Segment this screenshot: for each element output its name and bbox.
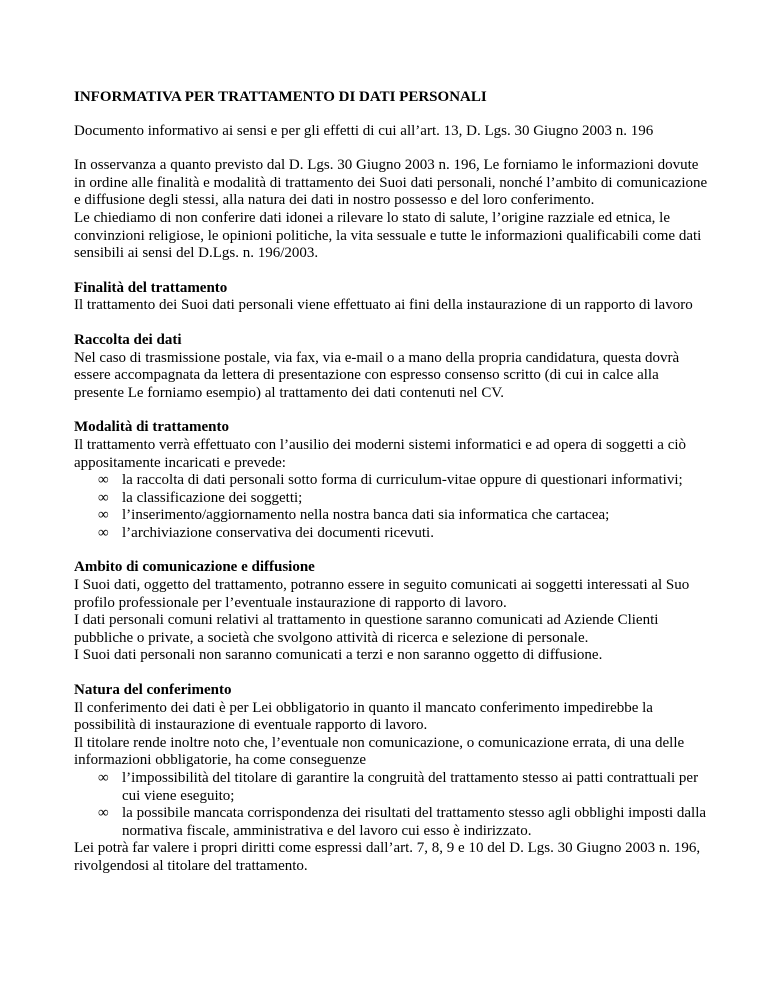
list-item-text: l’archiviazione conservativa dei documenti ricevuti.: [122, 524, 434, 541]
list-item-text: la possibile mancata corrispondenza dei risultati del trattamento stesso agli obblighi imposti dalla normativa fiscale, amministrativa e del lavoro cui esso è indirizzato.: [122, 805, 707, 839]
intro-paragraph: [74, 157, 708, 263]
section-text: [74, 577, 708, 665]
bullet-icon: ∞: [98, 770, 109, 786]
bullet-icon: ∞: [98, 524, 109, 541]
bullet-icon: ∞: [98, 805, 109, 822]
section-heading: Ambito di comunicazione e diffusione: [74, 559, 315, 576]
list-item: [74, 805, 708, 840]
section-finalita: [74, 280, 708, 315]
list-item: [74, 507, 708, 525]
section-text: Il trattamento verrà effettuato con l’ausilio dei moderni sistemi informatici e ad opera di soggetti a ciò appositamente incaricati e prevede:: [74, 436, 687, 471]
intro-line-2: Le chiediamo di non conferire dati idonei a rilevare lo stato di salute, l’origine razziale ed etnica, le convinzioni religiose, le opinioni politiche, la vita sessuale e tutte le informazioni qualificabili come dati sensibili ai sensi del D.Lgs. n. 196/2003.: [74, 209, 702, 262]
section-heading: Natura del conferimento: [74, 682, 232, 699]
ambito-line-3: I Suoi dati personali non saranno comunicati a terzi e non saranno oggetto di diffusione.: [74, 647, 603, 664]
list-item-text: la raccolta di dati personali sotto forma di curriculum-vitae oppure di questionari informativi;: [122, 472, 683, 489]
list-item-text: l’impossibilità del titolare di garantire la congruità del trattamento stesso ai patti contrattuali per cui viene eseguito;: [122, 770, 699, 804]
section-heading: Raccolta dei dati: [74, 331, 182, 348]
bullet-icon: ∞: [98, 507, 109, 524]
modalita-list: [74, 472, 708, 542]
section-raccolta: [74, 332, 708, 402]
list-item: [74, 472, 708, 490]
natura-line-1: Il conferimento dei dati è per Lei obbligatorio in quanto il mancato conferimento impedirebbe la possibilità di instaurazione di eventuale rapporto di lavoro.: [74, 699, 653, 734]
section-text: Nel caso di trasmissione postale, via fax, via e-mail o a mano della propria candidatura, questa dovrà essere accompagnata da lettera di presentazione con espresso consenso scritto (di cui in calce alla presente Le forniamo esempio) al trattamento dei dati contenuti nel CV.: [74, 349, 680, 401]
ambito-line-1: I Suoi dati, oggetto del trattamento, potranno essere in seguito comunicati ai soggetti interessati al Suo profilo professionale per l’eventuale instaurazione di rapporto di lavoro.: [74, 577, 690, 611]
section-heading: Modalità di trattamento: [74, 419, 229, 436]
bullet-icon: ∞: [98, 489, 109, 506]
document-subtitle: Documento informativo ai sensi e per gli effetti di cui all’art. 13, D. Lgs. 30 Giugno 2003 n. 196: [74, 122, 654, 139]
section-text: [74, 700, 708, 770]
section-text: Il trattamento dei Suoi dati personali viene effettuato ai fini della instaurazione di un rapporto di lavoro: [74, 297, 693, 314]
section-ambito: [74, 559, 708, 665]
document-title: INFORMATIVA PER TRATTAMENTO DI DATI PERSONALI: [74, 89, 487, 105]
list-item-text: l’inserimento/aggiornamento nella nostra banca dati sia informatica che cartacea;: [122, 507, 610, 524]
natura-list: [74, 770, 708, 840]
section-natura: [74, 682, 708, 876]
list-item: [74, 525, 708, 543]
list-item: [74, 770, 708, 805]
section-modalita: [74, 419, 708, 542]
list-item-text: la classificazione dei soggetti;: [122, 489, 303, 506]
ambito-line-2: I dati personali comuni relativi al trattamento in questione saranno comunicati ad Aziende Clienti pubbliche o private, a società che svolgono attività di ricerca e selezione di personale.: [74, 612, 659, 646]
intro-line-1: In osservanza a quanto previsto dal D. Lgs. 30 Giugno 2003 n. 196, Le forniamo le informazioni dovute in ordine alle finalità e modalità di trattamento dei Suoi dati personali, nonché l’ambito di comunicazione e diffusione degli stessi, alla natura dei dati in nostro possesso e del loro conferimento.: [74, 157, 708, 209]
bullet-icon: ∞: [98, 472, 109, 489]
natura-line-2: Il titolare rende inoltre noto che, l’eventuale non comunicazione, o comunicazione errata, di una delle informazioni obbligatorie, ha come conseguenze: [74, 734, 685, 769]
natura-closing: Lei potrà far valere i propri diritti come espressi dall’art. 7, 8, 9 e 10 del D. Lgs. 30 Giugno 2003 n. 196, rivolgendosi al titolare del trattamento.: [74, 840, 701, 874]
section-heading: Finalità del trattamento: [74, 279, 228, 296]
list-item: [74, 490, 708, 508]
